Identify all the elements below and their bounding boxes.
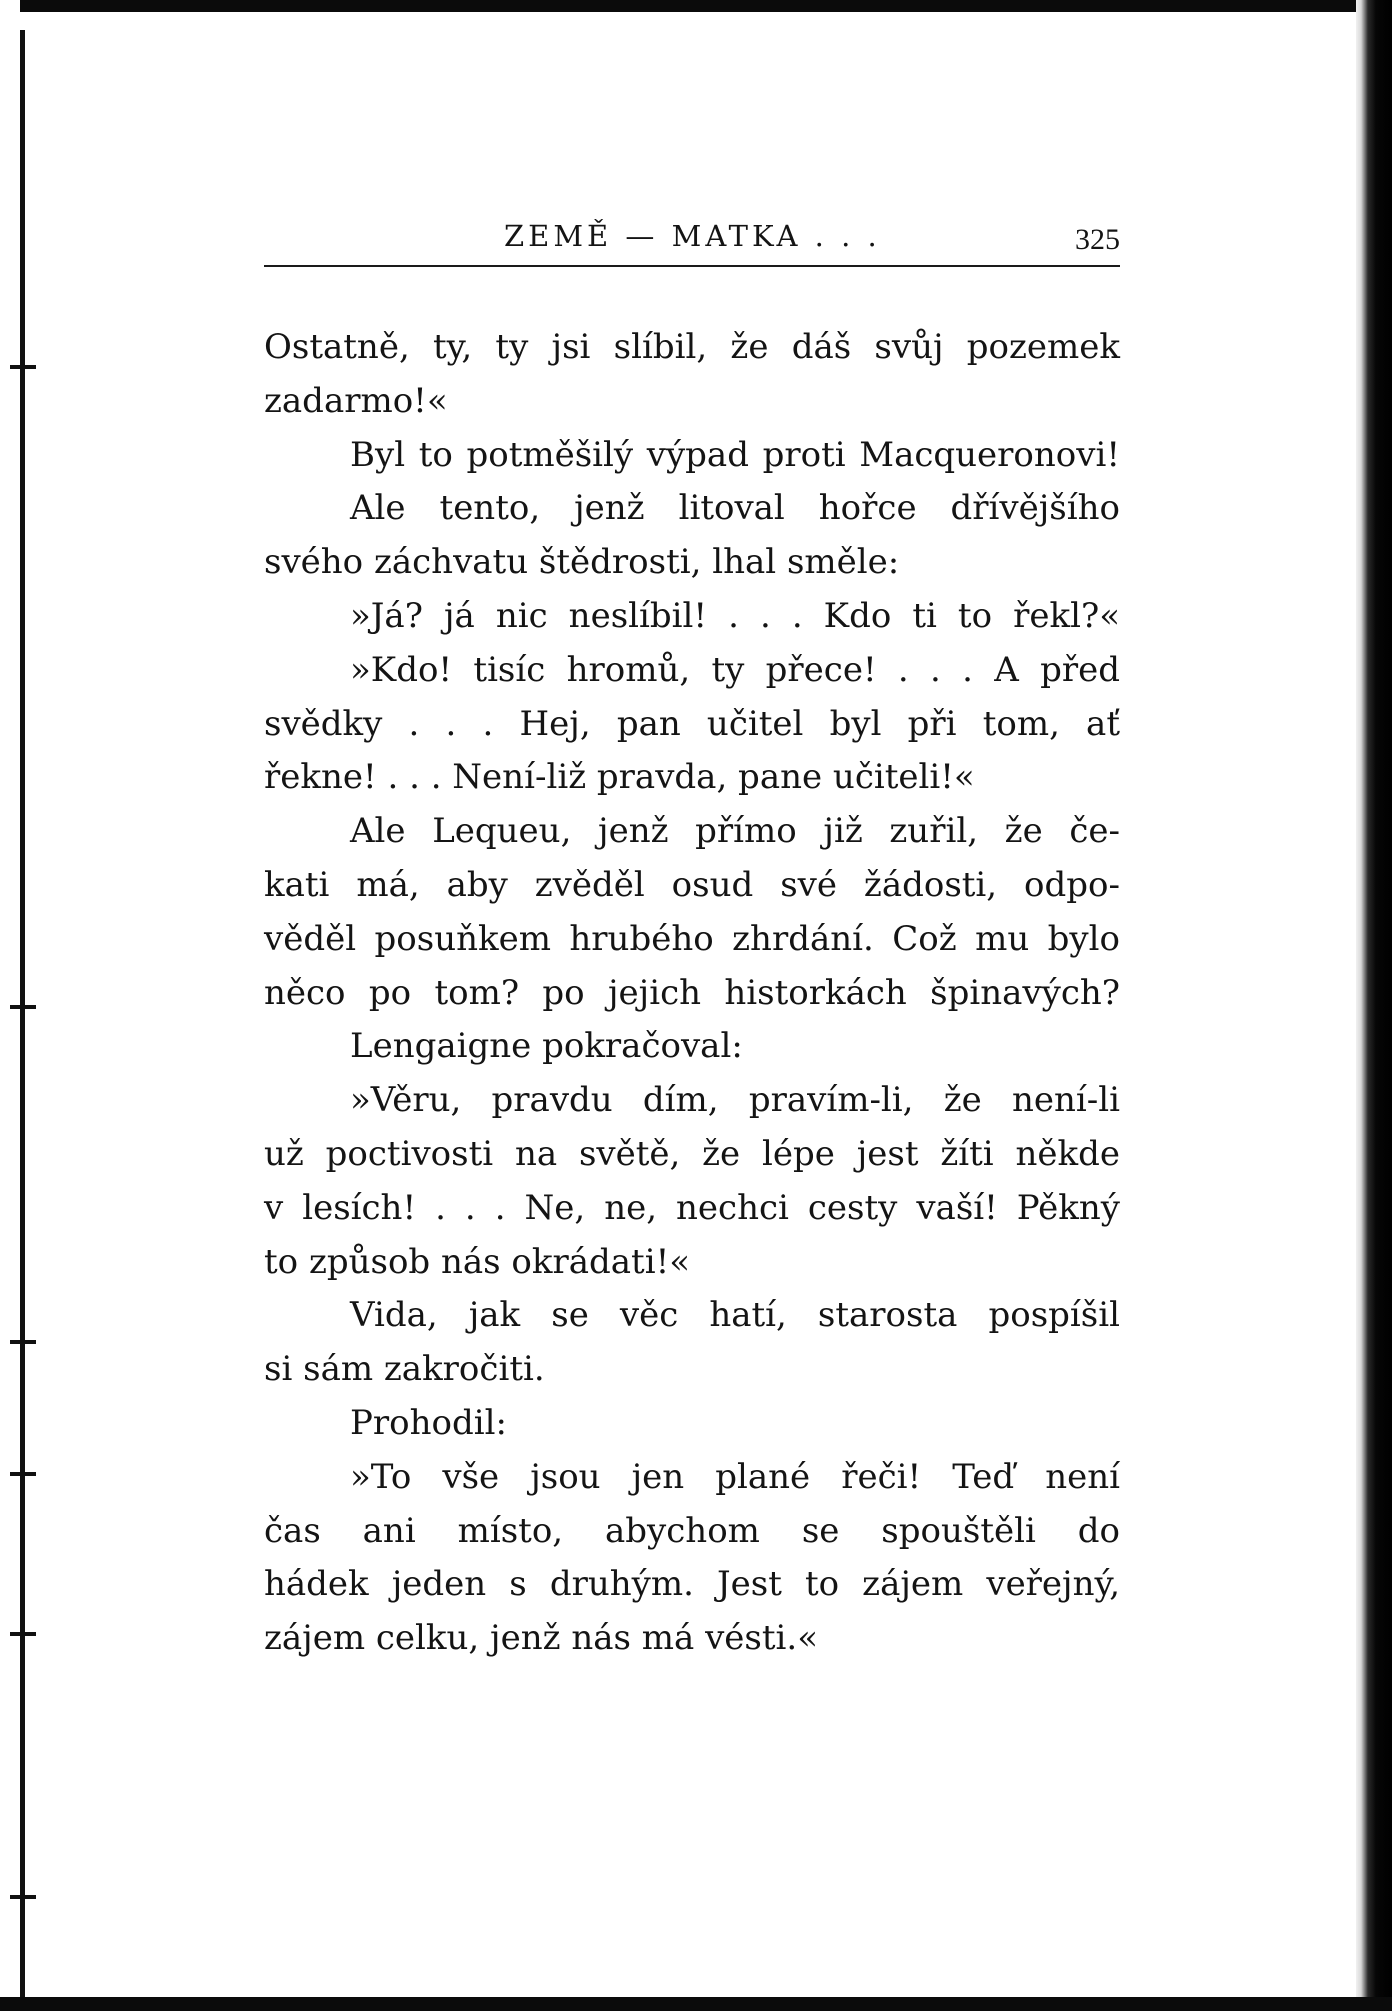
binding-mark <box>10 1632 36 1636</box>
text-line: Lengaigne pokračoval: <box>350 1026 743 1067</box>
text-line: Ostatně, ty, ty jsi slíbil, že dáš svůj pozemek <box>264 327 1120 367</box>
text-line: řekne! . . . Není-liž pravda, pane učiteli!« <box>264 757 975 798</box>
text-line: něco po tom? po jejich historkách špinavých? <box>264 972 1120 1013</box>
text-line: to způsob nás okrádati!« <box>264 1241 691 1282</box>
scan-edge-bottom <box>0 1997 1392 2011</box>
text-line: zájem celku, jenž nás má vésti.« <box>264 1618 818 1659</box>
text-line: čas ani místo, abychom se spouštěli do <box>264 1510 1120 1551</box>
page-text-block <box>264 215 1120 1666</box>
text-line: věděl posuňkem hrubého zhrdání. Což mu bylo <box>264 918 1120 959</box>
text-line: Prohodil: <box>350 1402 507 1443</box>
text-line: Byl to potměšilý výpad proti Macqueronovi! <box>350 434 1120 475</box>
page-header <box>264 215 1120 267</box>
scan-edge-right <box>1356 0 1392 2011</box>
page-number: 325 <box>1075 223 1120 256</box>
text-line: Ale Lequeu, jenž přímo již zuřil, že če- <box>350 811 1120 852</box>
scan-edge-top <box>0 0 1392 12</box>
text-line: Vida, jak se věc hatí, starosta pospíšil <box>350 1295 1120 1336</box>
text-line: hádek jeden s druhým. Jest to zájem veřejný, <box>264 1564 1120 1605</box>
text-line: kati má, aby zvěděl osud své žádosti, odpo- <box>264 864 1120 905</box>
text-line: »Věru, pravdu dím, pravím-li, že není-li <box>350 1080 1120 1121</box>
text-line: Ale tento, jenž litoval hořce dřívějšího <box>350 488 1120 529</box>
text-line: v lesích! . . . Ne, ne, nechci cesty vaší! Pěkný <box>264 1187 1120 1228</box>
running-head: ZEMĚ — MATKA . . . <box>504 219 881 253</box>
text-line: zadarmo!« <box>264 380 448 421</box>
text-line: svědky . . . Hej, pan učitel byl při tom, ať <box>264 703 1120 744</box>
binding-mark <box>10 1895 36 1899</box>
binding-mark <box>10 1005 36 1009</box>
text-line: už poctivosti na světě, že lépe jest žíti někde <box>264 1133 1120 1174</box>
text-line: »Kdo! tisíc hromů, ty přece! . . . A před <box>350 649 1120 690</box>
binding-mark <box>10 1472 36 1476</box>
binding-edge <box>20 30 25 2005</box>
text-line: si sám zakročiti. <box>264 1349 545 1390</box>
binding-mark <box>10 365 36 369</box>
binding-mark <box>10 1340 36 1344</box>
text-line: »Já? já nic neslíbil! . . . Kdo ti to řekl?« <box>350 595 1120 636</box>
text-line: svého záchvatu štědrosti, lhal směle: <box>264 542 900 583</box>
text-line: »To vše jsou jen plané řeči! Teď není <box>350 1456 1120 1497</box>
